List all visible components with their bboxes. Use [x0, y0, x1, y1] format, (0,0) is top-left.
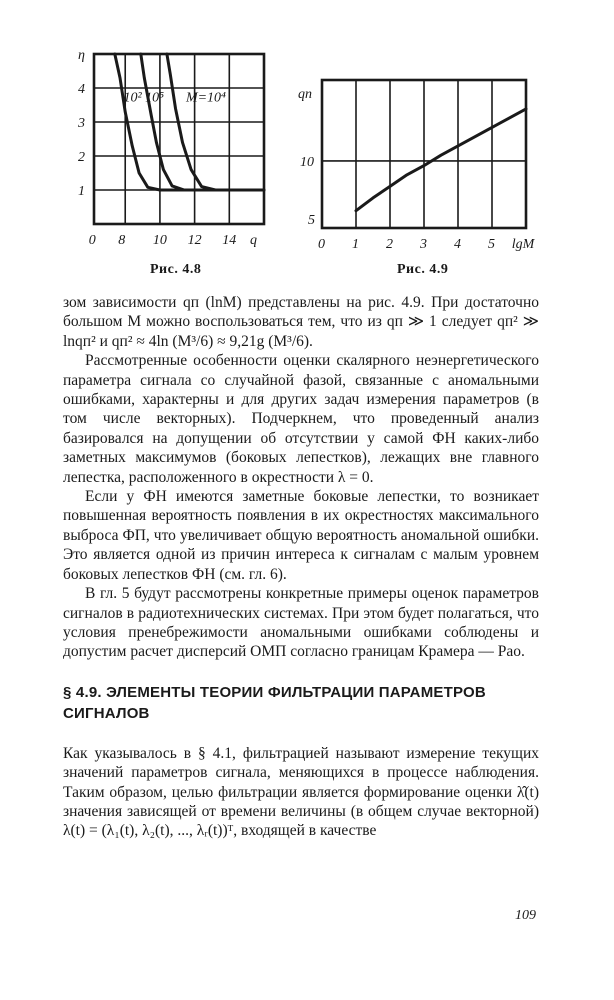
x-tick-label: 5: [488, 237, 495, 252]
figure-4-8-chart: [58, 38, 278, 258]
figure-4-9-chart: [292, 72, 542, 258]
x-tick-label: 1: [352, 237, 359, 252]
curve-label: M=10⁴: [185, 90, 226, 106]
page-number: 109: [515, 908, 536, 923]
x-tick-label: 3: [420, 237, 427, 252]
section-heading: § 4.9. ЭЛЕМЕНТЫ ТЕОРИИ ФИЛЬТРАЦИИ ПАРАМЕТРОВ СИГНАЛОВ: [63, 683, 486, 722]
x-tick-label: 0: [318, 237, 325, 252]
x-tick-label: 4: [454, 237, 461, 252]
figure-4-9-caption: Рис. 4.9: [397, 262, 449, 277]
y-tick-label: 4: [78, 82, 85, 97]
y-tick-label: 5: [308, 212, 315, 228]
curve-label: 10⁵: [145, 90, 165, 106]
x-tick-label: 2: [386, 237, 393, 252]
paragraph-1: зом зависимости qп (lnM) представлены на рис. 4.9. При достаточно большом M можно воспользоваться тем, что из qп ≫ 1 следует qп² ≫ lnqп² и qп² ≈ 4ln (M³/6) ≈ 9,21g (M³/6).: [63, 294, 539, 350]
curve-label: 10²: [123, 90, 142, 106]
y-tick-label: 2: [78, 150, 85, 165]
y-tick-label: η: [78, 48, 85, 63]
paragraph-3: Если у ФН имеются заметные боковые лепестки, то возникает повышенная вероятность появления в их окрестностях максимального выброса ФП, что увеличивает общую вероятность аномальной ошибки. Это является одной из причин интереса к сигналам с малым уровнем боковых лепестков ФН (см. гл. 6).: [63, 488, 539, 583]
y-axis-label: qп: [298, 87, 312, 102]
y-tick-label: 10: [300, 154, 314, 170]
paragraph-4: В гл. 5 будут рассмотрены конкретные примеры оценок параметров сигналов в радиотехнических системах. При этом будет полагаться, что условия пренебрежимости аномальными ошибками соблюдены и допустим расчет дисперсий ОМП согласно границам Крамера — Рао.: [63, 585, 539, 661]
x-tick-label: 8: [118, 233, 126, 248]
x-tick-label: lgM: [511, 237, 535, 252]
curve-q: [356, 109, 526, 211]
y-tick-label: 3: [78, 116, 85, 131]
body-text: [63, 293, 539, 841]
x-tick-label: q: [250, 233, 258, 248]
x-tick-label: 12: [187, 233, 202, 248]
x-tick-label: 0: [88, 233, 96, 248]
paragraph-5: Как указывалось в § 4.1, фильтрацией называют измерение текущих значений параметров сигнала, меняющихся в процессе наблюдения. Таким образом, целью фильтрации является формирование оценки λ̂(t) значения зависящей от времени величины (в общем случае векторной) λ(t) = (λ₁(t), λ₂(t), ..., λᵣ(t))ᵀ, входящей в качестве: [63, 744, 539, 840]
figure-4-8-caption: Рис. 4.8: [150, 262, 202, 277]
x-tick-label: 14: [222, 233, 237, 248]
y-tick-label: 1: [78, 184, 85, 199]
paragraph-2: Рассмотренные особенности оценки скалярного неэнергетического параметра сигнала со случайной фазой, связанные с аномальными ошибками, характерны и для других задач измерения параметров (в том числе векторных). Подчеркнем, что проведенный анализ базировался на допущении об отсутствии у самой ФН каких-либо заметных максимумов (боковых лепестков), лежащих вне главного лепестка, расположенного в окрестности λ = 0.: [63, 352, 539, 486]
x-tick-label: 10: [152, 233, 167, 248]
